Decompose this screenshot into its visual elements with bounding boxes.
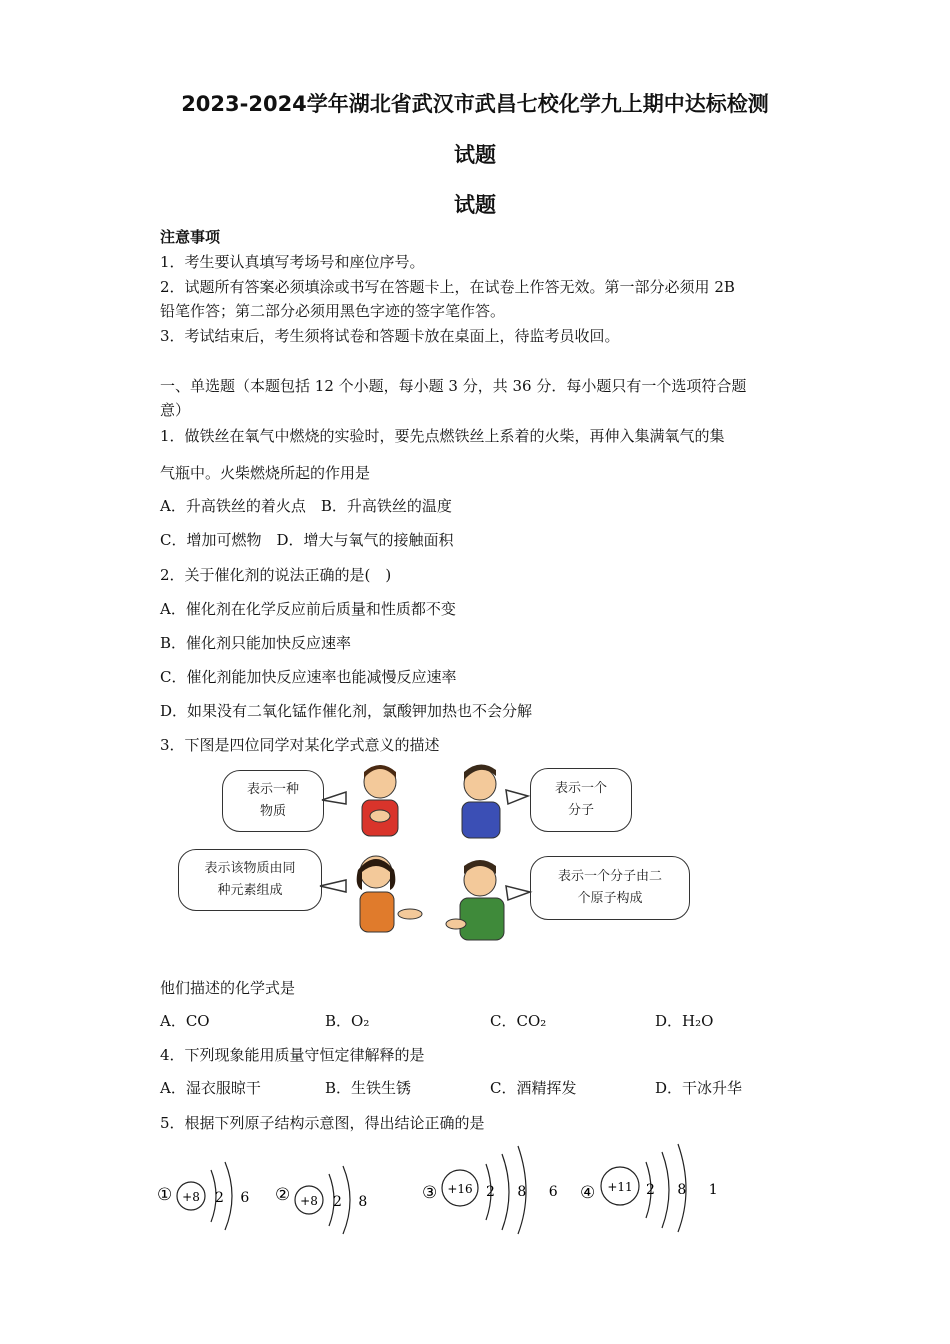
atom-3-index: ③	[422, 1183, 438, 1203]
notice-heading: 注意事项	[160, 228, 221, 246]
q4-stem: 4．下列现象能用质量守恒定律解释的是	[160, 1046, 425, 1064]
q4-option-c: C．酒精挥发	[490, 1079, 577, 1097]
bubble1-line1: 表示一种	[246, 782, 299, 797]
q4-option-a: A．湿衣服晾干	[160, 1079, 261, 1097]
q2-option-a: A．催化剂在化学反应前后质量和性质都不变	[160, 600, 456, 618]
bubble4-line1: 表示一个分子由二	[557, 869, 662, 884]
atom-diagram-4	[578, 1140, 727, 1230]
q3-question: 他们描述的化学式是	[160, 979, 296, 997]
atom-1-shells-label: 2 6	[215, 1190, 256, 1206]
q3-option-a: A．CO	[160, 1012, 210, 1030]
page-title-line1: 2023-2024学年湖北省武汉市武昌七校化学九上期中达标检测	[181, 92, 769, 116]
speech-bubble-2	[530, 768, 632, 832]
atom-2-shells-label: 2 8	[333, 1194, 374, 1210]
q3-option-d: D．H₂O	[655, 1012, 714, 1030]
bubble1-line2: 物质	[259, 804, 286, 819]
atom-diagram-3	[420, 1140, 567, 1230]
q3-stem: 3．下图是四位同学对某化学式意义的描述	[160, 736, 440, 754]
atom-1-index: ①	[157, 1185, 173, 1205]
q2-option-d: D．如果没有二氧化锰作催化剂，氯酸钾加热也不会分解	[160, 702, 533, 720]
section-heading-b: 意）	[160, 401, 191, 419]
atom-2-nucleus-label: +8	[300, 1194, 318, 1208]
q1-options-cd: C．增加可燃物 D．增大与氧气的接触面积	[160, 531, 454, 549]
atom-diagram-1	[155, 1150, 255, 1230]
q2-option-c: C．催化剂能加快反应速率也能减慢反应速率	[160, 668, 457, 686]
speech-bubble-4	[530, 856, 690, 920]
bubble3-line1: 表示该物质由同	[204, 861, 296, 876]
q3-option-b: B．O₂	[325, 1012, 370, 1030]
notice-item-3: 3．考试结束后，考生须将试卷和答题卡放在桌面上，待监考员收回。	[160, 327, 620, 345]
student-2-illustration	[450, 760, 530, 840]
q4-option-b: B．生铁生锈	[325, 1079, 412, 1097]
student-4-illustration	[440, 856, 532, 946]
notice-item-1: 1．考生要认真填写考场号和座位序号。	[160, 253, 425, 271]
q2-stem: 2．关于催化剂的说法正确的是( )	[160, 566, 392, 584]
q5-stem: 5．根据下列原子结构示意图，得出结论正确的是	[160, 1114, 485, 1132]
atom-2-index: ②	[275, 1185, 291, 1205]
q1-stem-a: 1．做铁丝在氧气中燃烧的实验时，要先点燃铁丝上系着的火柴，再伸入集满氧气的集	[160, 427, 725, 445]
bubble4-line2: 个原子构成	[577, 891, 643, 906]
q3-option-c: C．CO₂	[490, 1012, 547, 1030]
atom-4-shells-label: 2 8 1	[646, 1182, 727, 1198]
speech-bubble-1	[222, 770, 324, 832]
page-title-line3: 试题	[454, 193, 496, 217]
q4-option-d: D．干冰升华	[655, 1079, 743, 1097]
atom-diagram-2	[273, 1150, 373, 1230]
q1-stem-b: 气瓶中。火柴燃烧所起的作用是	[160, 464, 371, 482]
speech-bubble-3	[178, 849, 322, 911]
atom-4-index: ④	[580, 1183, 596, 1203]
student-1-illustration	[320, 760, 410, 840]
notice-item-2a: 2．试题所有答案必须填涂或书写在答题卡上，在试卷上作答无效。第一部分必须用 2B	[160, 278, 735, 296]
student-3-illustration	[318, 846, 428, 938]
notice-item-2b: 铅笔作答；第二部分必须用黑色字迹的签字笔作答。	[160, 302, 506, 320]
bubble2-line1: 表示一个	[554, 781, 607, 796]
atom-4-nucleus-label: +11	[607, 1180, 633, 1194]
page-title-line2: 试题	[454, 143, 496, 167]
q1-options-ab: A．升高铁丝的着火点 B．升高铁丝的温度	[160, 497, 452, 515]
bubble2-line2: 分子	[567, 803, 594, 818]
atom-3-shells-label: 2 8 6	[486, 1184, 567, 1200]
atom-1-nucleus-label: +8	[182, 1190, 200, 1204]
q2-option-b: B．催化剂只能加快反应速率	[160, 634, 352, 652]
atom-3-nucleus-label: +16	[447, 1182, 473, 1196]
section-heading-a: 一、单选题（本题包括 12 个小题，每小题 3 分，共 36 分．每小题只有一个选项符合题	[160, 377, 747, 395]
bubble3-line2: 种元素组成	[217, 883, 283, 898]
